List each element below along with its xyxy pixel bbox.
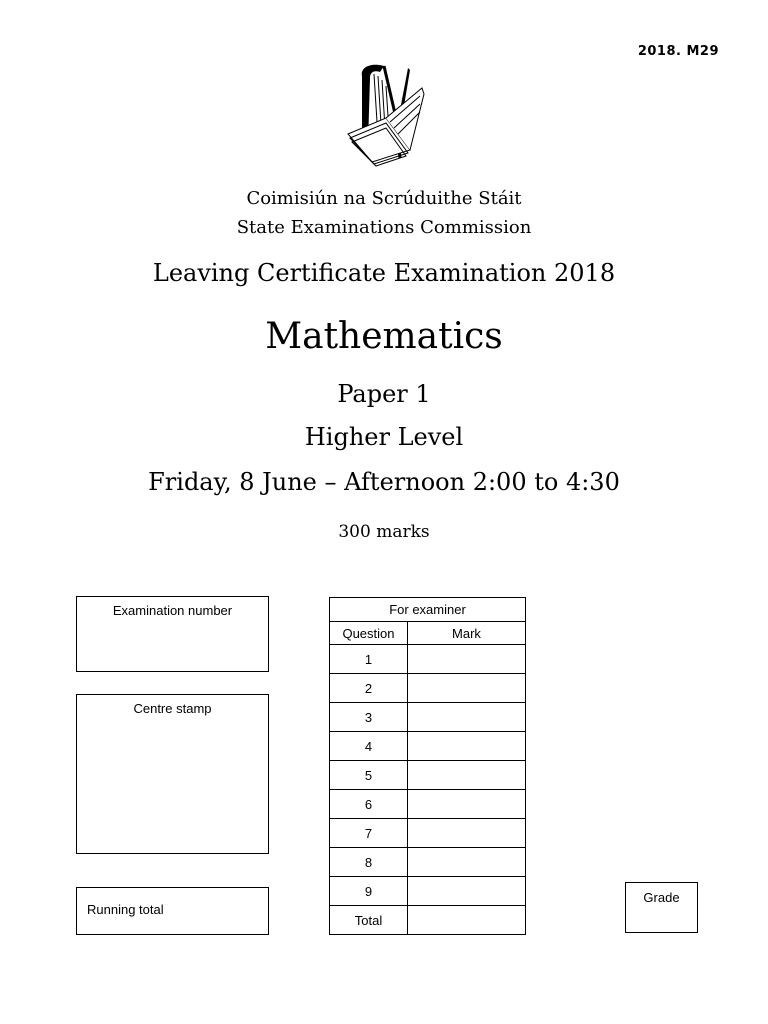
table-row [330, 674, 526, 703]
exam-date-time: Friday, 8 June – Afternoon 2:00 to 4:30 [148, 468, 620, 496]
table-row [330, 732, 526, 761]
mark-cell[interactable] [408, 645, 526, 674]
table-row-total [330, 906, 526, 935]
table-row [330, 761, 526, 790]
mark-cell[interactable] [408, 703, 526, 732]
commission-irish-name: Coimisiún na Scrúduithe Stáit [246, 188, 522, 209]
commission-english-name: State Examinations Commission [236, 217, 532, 238]
mark-cell[interactable] [408, 790, 526, 819]
total-mark-cell[interactable] [408, 906, 526, 935]
running-total-box[interactable] [76, 887, 269, 935]
question-number: 2 [330, 674, 408, 703]
examiner-mark-table [329, 597, 526, 935]
mark-cell[interactable] [408, 819, 526, 848]
mark-cell[interactable] [408, 877, 526, 906]
harp-logo-icon [340, 58, 430, 168]
table-row [330, 703, 526, 732]
question-column-header: Question [330, 622, 408, 645]
table-row [330, 790, 526, 819]
examination-number-label: Examination number [112, 603, 233, 618]
mark-cell[interactable] [408, 761, 526, 790]
total-label: Total [330, 906, 408, 935]
table-row [330, 877, 526, 906]
question-number: 3 [330, 703, 408, 732]
grade-label: Grade [643, 890, 680, 905]
table-row [330, 645, 526, 674]
running-total-label: Running total [87, 902, 164, 917]
examiner-table-title: For examiner [330, 598, 526, 622]
table-row [330, 819, 526, 848]
question-number: 1 [330, 645, 408, 674]
centre-stamp-label: Centre stamp [133, 701, 212, 716]
examination-number-box[interactable] [76, 596, 269, 672]
table-row [330, 848, 526, 877]
mark-cell[interactable] [408, 674, 526, 703]
paper-code: 2018. M29 [637, 44, 719, 59]
question-number: 9 [330, 877, 408, 906]
question-number: 6 [330, 790, 408, 819]
question-number: 7 [330, 819, 408, 848]
question-number: 4 [330, 732, 408, 761]
grade-box[interactable] [625, 882, 698, 933]
total-marks: 300 marks [338, 522, 430, 542]
mark-cell[interactable] [408, 848, 526, 877]
centre-stamp-box [76, 694, 269, 854]
subject-title: Mathematics [265, 316, 503, 357]
mark-cell[interactable] [408, 732, 526, 761]
paper-level: Higher Level [304, 423, 464, 451]
question-number: 8 [330, 848, 408, 877]
mark-column-header: Mark [408, 622, 526, 645]
question-number: 5 [330, 761, 408, 790]
exam-title: Leaving Certificate Examination 2018 [152, 259, 616, 287]
paper-number: Paper 1 [337, 380, 431, 408]
